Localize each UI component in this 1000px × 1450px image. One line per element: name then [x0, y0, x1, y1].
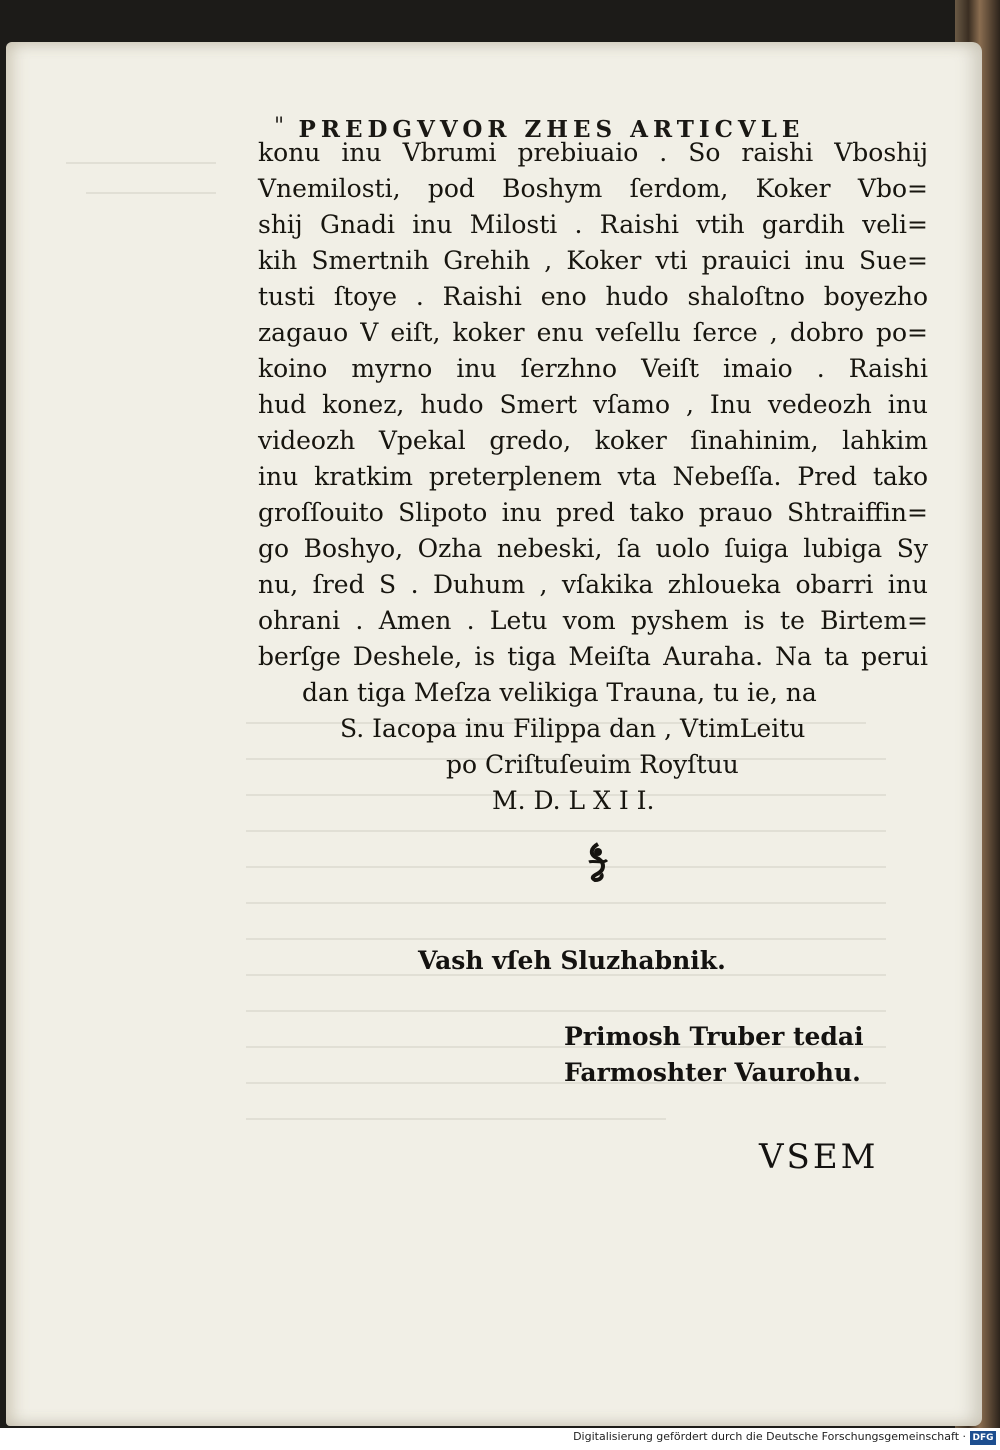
dateline-line: po Criſtuſeuim Royſtuu	[446, 750, 739, 779]
text-line: Vnemilosti, pod Boshym ſerdom, Koker Vbo=	[258, 174, 928, 203]
signature-line: Primosh Truber tedai	[564, 1022, 864, 1051]
running-head: PREDGVVOR ZHES ARTICVLE	[298, 116, 805, 143]
dateline-line: dan tiga Meſza velikiga Trauna, tu ie, na	[302, 678, 817, 707]
signature-line: Farmoshter Vaurohu.	[564, 1058, 861, 1087]
running-head-mark: "	[274, 114, 285, 139]
text-line: koino myrno inu ſerzhno Veiſt imaio . Raishi	[258, 354, 928, 383]
closing-salutation: Vash vſeh Sluzhabnik.	[418, 946, 726, 975]
book-page	[6, 42, 982, 1426]
text-line: tusti ſtoye . Raishi eno hudo shaloſtno boyezho	[258, 282, 928, 311]
text-line: hud konez, hudo Smert vſamo , Inu vedeozh inu	[258, 390, 928, 419]
fleuron-ornament	[583, 842, 613, 882]
bleed-through	[246, 1118, 666, 1120]
text-line: berſge Deshele, is tiga Meiſta Auraha. Na ta perui	[258, 642, 928, 671]
bleed-through	[246, 830, 886, 832]
dfg-logo: DFG	[970, 1431, 996, 1445]
bleed-through	[246, 902, 886, 904]
text-line: groſſouito Slipoto inu pred tako prauo Shtraiffin=	[258, 498, 928, 527]
year-line: M. D. L X I I.	[492, 786, 655, 815]
bleed-through	[246, 866, 886, 868]
text-line: nu, ſred S . Duhum , vſakika zhloueka obarri inu	[258, 570, 928, 599]
bleed-through	[66, 162, 216, 164]
bleed-through	[246, 938, 886, 940]
text-line: shij Gnadi inu Milosti . Raishi vtih gardih veli=	[258, 210, 928, 239]
text-line: zagauo V eiſt, koker enu veſellu ſerce , dobro po=	[258, 318, 928, 347]
funding-credit: Digitalisierung gefördert durch die Deutsche Forschungsgemeinschaft ·	[573, 1430, 966, 1443]
text-line: kih Smertnih Grehih , Koker vti prauici inu Sue=	[258, 246, 928, 275]
digitization-footer	[0, 1428, 1000, 1450]
catchword: VSEM	[759, 1137, 879, 1177]
bleed-through	[246, 1010, 886, 1012]
text-line: konu inu Vbrumi prebiuaio . So raishi Vboshij	[258, 138, 928, 167]
text-line: ohrani . Amen . Letu vom pyshem is te Birtem=	[258, 606, 928, 635]
text-line: go Boshyo, Ozha nebeski, ſa uolo ſuiga lubiga Sy	[258, 534, 928, 563]
text-line: inu kratkim preterplenem vta Nebeſſa. Pred tako	[258, 462, 928, 491]
bleed-through	[86, 192, 216, 194]
text-line: videozh Vpekal gredo, koker ſinahinim, lahkim	[258, 426, 928, 455]
dateline-line: S. Iacopa inu Filippa dan , VtimLeitu	[340, 714, 806, 743]
